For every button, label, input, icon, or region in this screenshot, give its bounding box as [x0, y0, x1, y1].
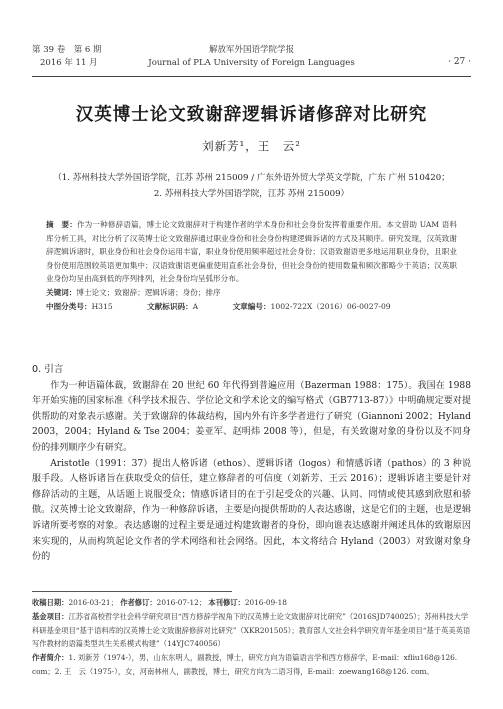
footnotes	[32, 596, 471, 679]
revised-label: 作者修订：	[120, 598, 157, 607]
header-divider	[32, 76, 471, 77]
section-heading: 0. 引言	[32, 364, 64, 375]
author-bio-label: 作者简介：	[32, 653, 69, 663]
funding-text: 江苏省高校哲学社会科学研究项目“西方修辞学视角下的汉英博士论文致谢辞对比研究”（2016SJD740025）；苏州科技大学科研基金项目“基于语料库的汉英博士论文致谢辞修辞对比研究”（XKR201505）；教育部人文社会科学研究青年基金项目“基于英美英语写作教材的语篇类型共生关系模式构建”（14YJC740056）	[32, 611, 471, 649]
header-center	[32, 44, 471, 70]
abstract-block	[46, 218, 457, 313]
author-line: 刘新芳¹，王 云²	[202, 139, 301, 153]
article-no-value: 1002-722X（2016）06-0027-09	[270, 301, 391, 311]
author-bio-line	[32, 651, 471, 679]
funding-label: 基金项目：	[32, 611, 69, 621]
footnote-divider	[32, 591, 232, 592]
doc-code-value: A	[192, 301, 199, 311]
proof-date: 2016-09-18	[244, 598, 287, 607]
doc-code-label: 文献标识码：	[147, 301, 193, 311]
page-number: · 27 ·	[448, 57, 471, 67]
revised-date: 2016-07-12	[156, 598, 199, 607]
classification-line	[46, 300, 457, 314]
affiliation-1: （1. 苏州科技大学外国语学院，江苏 苏州 215009 / 广东外语外贸大学英文学院，广东 广州 510420；	[53, 173, 450, 183]
journal-name-cn: 解放军外国语学院学报	[208, 45, 294, 55]
funding-line	[32, 610, 471, 651]
affiliations	[20, 170, 483, 202]
keywords	[46, 286, 457, 300]
issue-date: 2016 年 11 月	[40, 58, 98, 68]
abstract	[46, 218, 457, 286]
article-no-label: 文章编号：	[232, 301, 271, 311]
keywords-label: 关键词：	[46, 287, 77, 297]
abstract-text: 作为一种修辞语篇，博士论文致谢辞对于构建作者的学术身份和社会身份发挥着重要作用。本文借助 UAM 语料库分析工具，对比分析了汉英博士论文致谢辞通过职业身份和社会身份构建逻辑诉诸的方式及其顺序。研究发现，汉英致谢辞逻辑诉诸时，职业身份和社会身份运用丰富，职业身份使用频率超过社会身份；汉语致谢语更多地运用职业身份，且职业身份使用范围较英语更加集中；汉语致谢语更偏重使用直系社会身份，但社会身份的使用数量和频次都略少于英语；汉英职业身份均呈由高到低的序列排列，社会身份均呈弧形分布。	[46, 220, 458, 284]
article-body	[32, 362, 471, 566]
clc-label: 中图分类号：	[46, 301, 92, 311]
dates-line: 收稿日期：2016-03-21； 作者修订：2016-07-12； 本刊修订：2016-09-18	[32, 598, 287, 607]
author-bio-text: 1. 刘新芳（1974-），男，山东东明人，副教授，博士，研究方向为语篇语言学和西方修辞学，E-mail：xfliu168@126. com；2. 王 云（1975-），女，河南林州人，副教授，博士，研究方向为二语习得，E-mail：zoewang168@126. com。	[32, 653, 458, 676]
received-date: 2016-03-21	[68, 598, 111, 607]
clc-value: H315	[91, 301, 113, 311]
volume-issue: 第 39 卷 第 6 期	[32, 45, 102, 55]
keywords-text: 博士论文；致谢辞；逻辑诉诸；身份；排序	[76, 287, 221, 297]
journal-name-en: Journal of PLA University of Foreign Languages	[148, 58, 355, 68]
running-header	[32, 44, 471, 76]
article-title: 汉英博士论文致谢辞逻辑诉诸修辞对比研究	[75, 105, 428, 125]
body-paragraph-2: Aristotle（1991：37）提出人格诉诸（ethos）、逻辑诉诸（logos）和情感诉诸（pathos）的 3 种说服手段。人格诉诸旨在获取受众的信任，建立修辞者的可信度（刘新芳、王云 2016）；逻辑诉诸主要是针对修辞活动的主题，从话题上说服受众；情感诉诸目的在于引起受众的兴趣、认同、同情或使其感到欣慰和骄傲。汉英博士论文致谢辞，作为一种修辞诉诸，主要是向提供帮助的人表达感谢，这是它们的主题，也是逻辑诉诸所要考察的对象。表达感谢的过程主要是通过构建致谢者的身份，即向谁表达感谢并阐述具体的致谢原因来实现的，从而构筑起论文作者的学术网络和社会网络。因此，本文将结合 Hyland（2003）对致谢对象身份的	[32, 458, 471, 563]
abstract-label: 摘 要：	[46, 220, 77, 229]
received-label: 收稿日期：	[32, 598, 69, 607]
proof-label: 本刊修订：	[208, 598, 245, 607]
body-paragraph-1: 作为一种语篇体裁，致谢辞在 20 世纪 60 年代得到普遍应用（Bazerman 1988：175）。我国在 1988 年开始实施的国家标准《科学技术报告、学位论文和学术论文的编写格式（GB7713-87）》中明确规定要对提供帮助的对象表示感谢。关于致谢辞的体裁结构，国内外有许多学者进行了研究（Giannoni 2002；Hyland 2003，2004；Hyland & Tse 2004；姜亚军、赵明炜 2008 等），但是，有关致谢对象的身份以及不同身份的排列顺序少有研究。	[32, 380, 471, 453]
affiliation-2: 2. 苏州科技大学外国语学院，江苏 苏州 215009）	[153, 189, 350, 199]
